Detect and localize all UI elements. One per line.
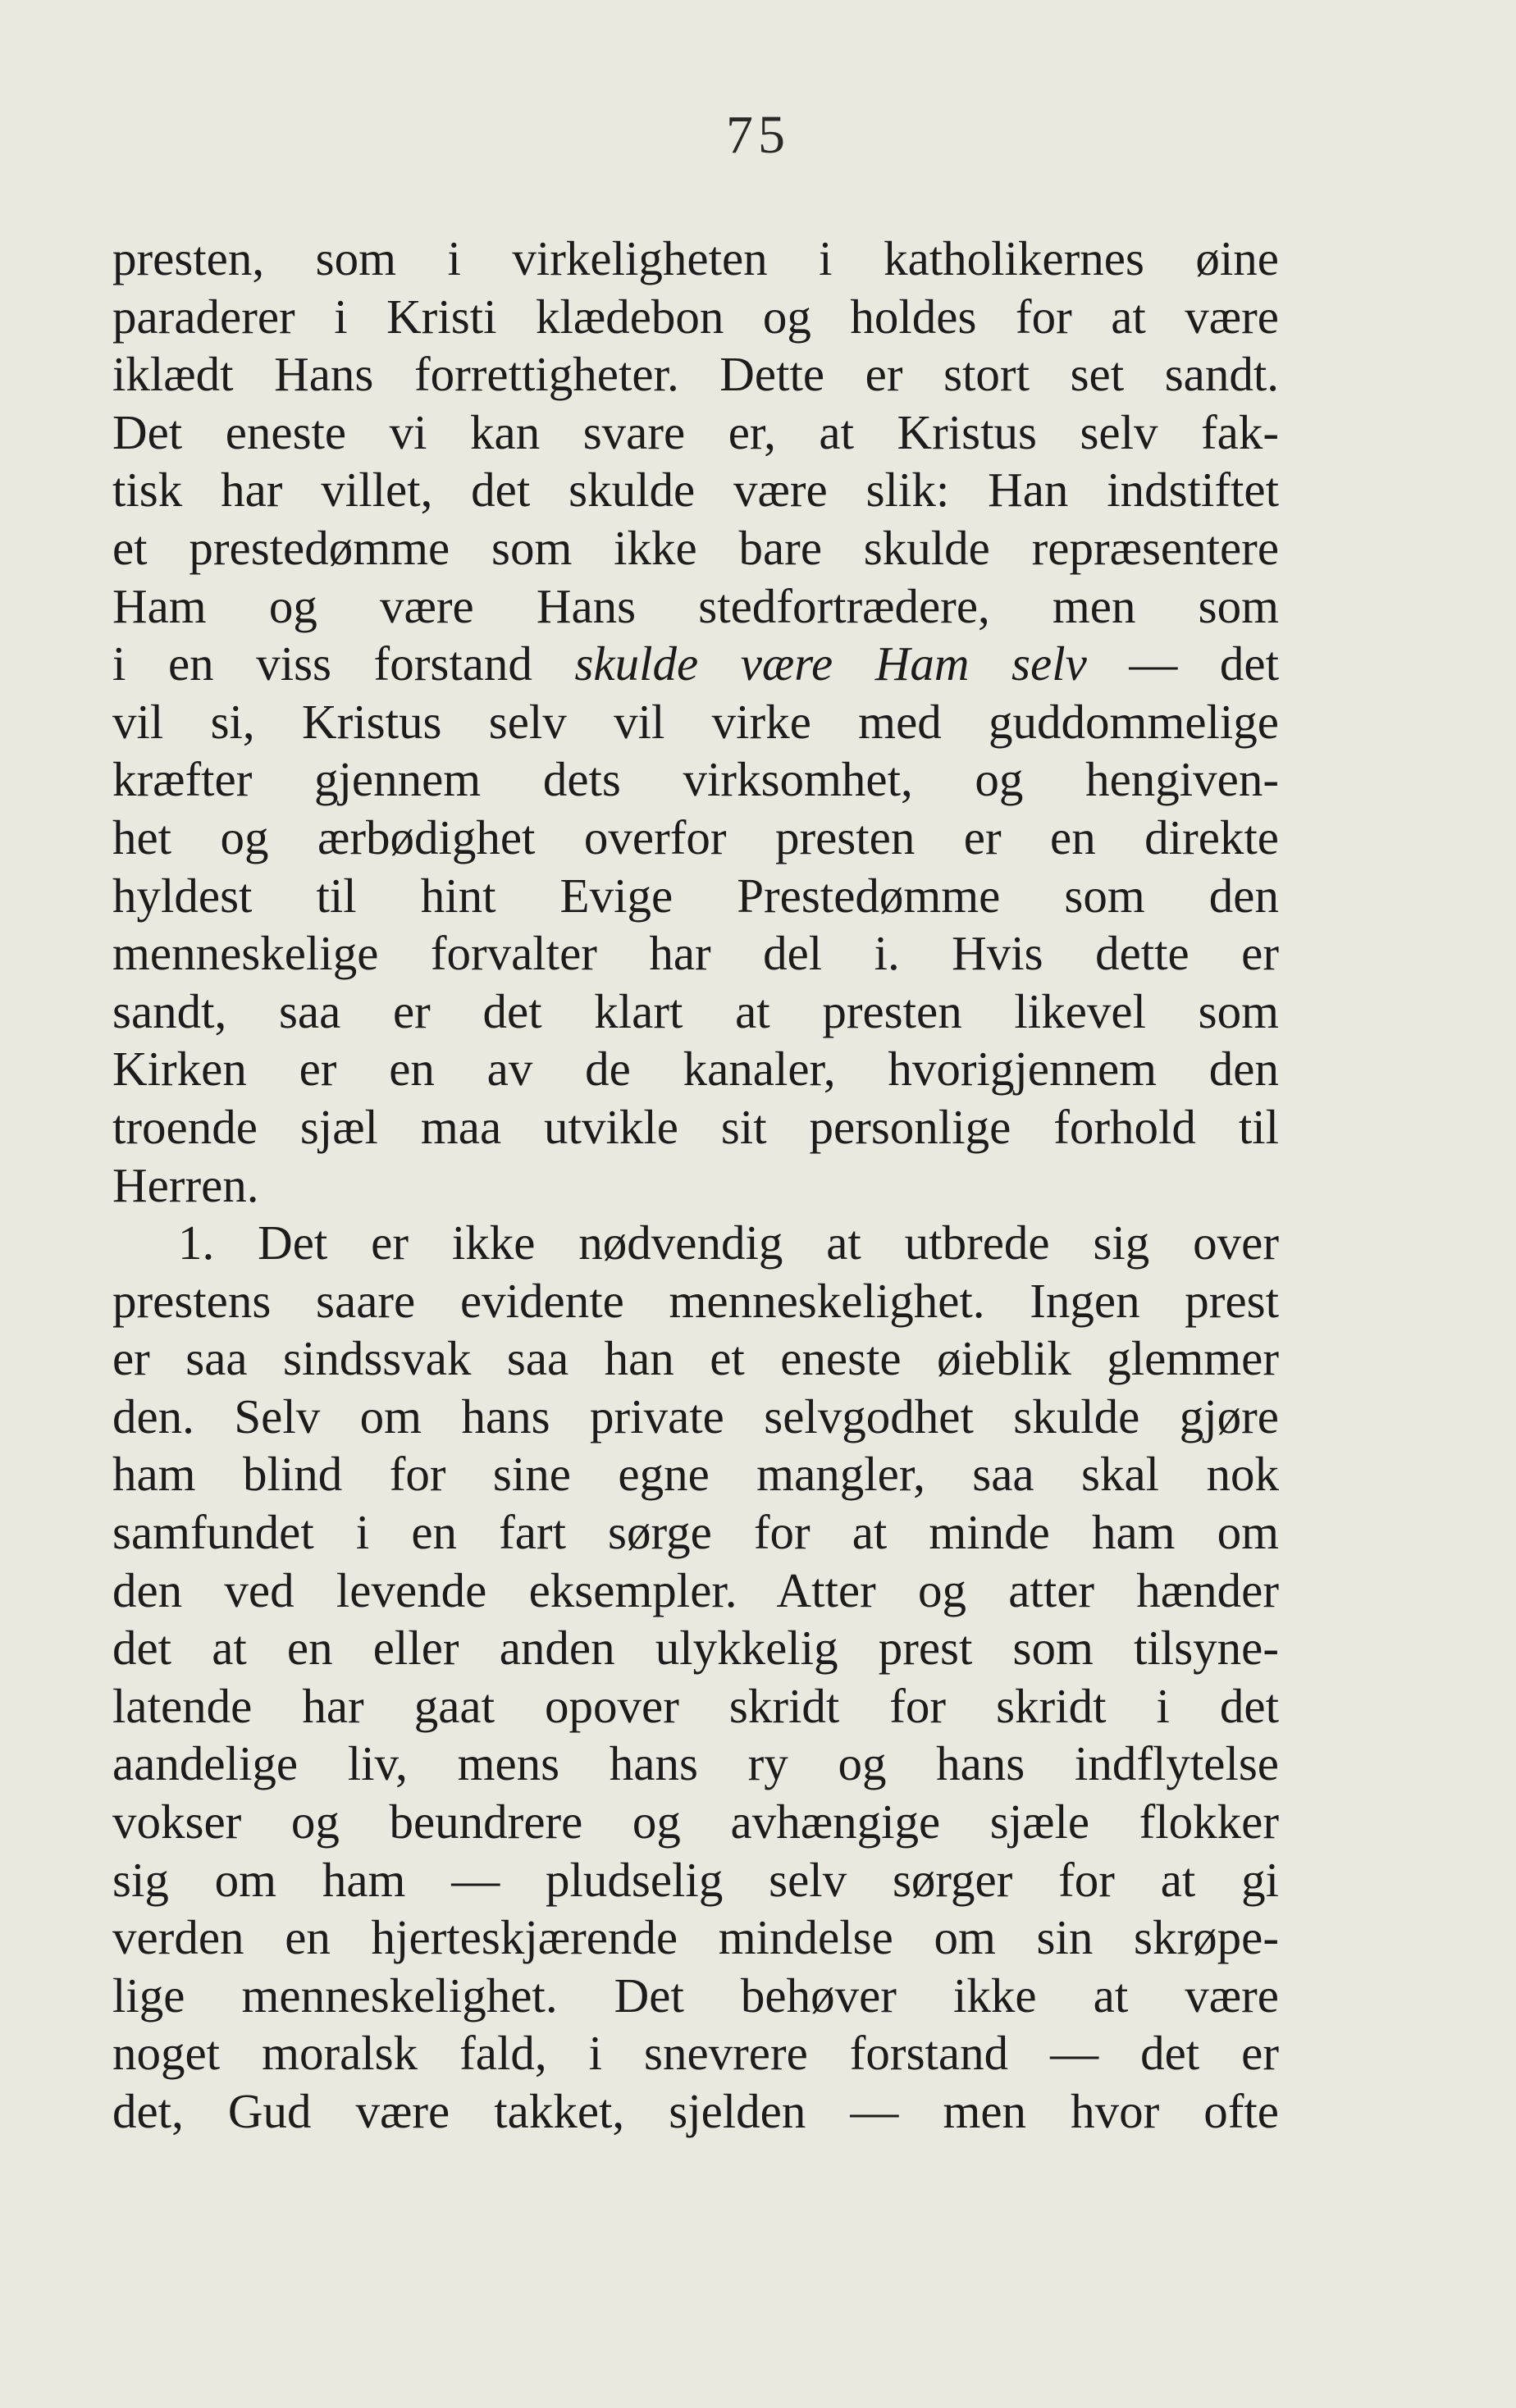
line-segment: — det — [1086, 636, 1279, 691]
text-line: den ved levende eksempler. Atter og atter hænder — [112, 1562, 1279, 1617]
text-line: det at en eller anden ulykkelig prest som tilsyne- — [112, 1621, 1279, 1676]
text-line: latende har gaat opover skridt for skridt i det — [112, 1678, 1279, 1733]
text-line: er saa sindssvak saa han et eneste øieblik glemmer — [112, 1331, 1279, 1386]
text-line: iklædt Hans forrettigheter. Dette er stort set sandt. — [112, 347, 1279, 402]
text-line: et prestedømme som ikke bare skulde repræsentere — [112, 520, 1279, 575]
text-line: samfundet i en fart sørge for at minde ham om — [112, 1505, 1279, 1560]
text-line: ham blind for sine egne mangler, saa skal nok — [112, 1447, 1279, 1502]
text-line: menneskelige forvalter har del i. Hvis dette er — [112, 926, 1279, 981]
text-line: det, Gud være takket, sjelden — men hvor ofte — [112, 2084, 1279, 2138]
emphasized-phrase: skulde være Ham selv — [574, 636, 1087, 691]
page-number: 75 — [726, 105, 790, 165]
text-line: kræfter gjennem dets virksomhet, og hengiven- — [112, 752, 1279, 807]
line-segment: i en viss forstand — [112, 636, 575, 691]
text-line: den. Selv om hans private selvgodhet skulde gjøre — [112, 1389, 1279, 1443]
text-line: het og ærbødighet overfor presten er en direkte — [112, 810, 1279, 864]
text-line: prestens saare evidente menneskelighet. Ingen prest — [112, 1273, 1279, 1328]
text-line: Ham og være Hans stedfortrædere, men som — [112, 578, 1279, 633]
text-line: noget moralsk fald, i snevrere forstand — det er — [112, 2026, 1279, 2081]
numbered-paragraph-start: 1. Det er ikke nødvendig at utbrede sig over — [178, 1215, 1279, 1270]
body-text — [112, 230, 1279, 2141]
text-line: sig om ham — pludselig selv sørger for at gi — [112, 1852, 1279, 1907]
text-line: presten, som i virkeligheten i katholikernes øine — [112, 231, 1279, 285]
text-line: tisk har villet, det skulde være slik: Han indstiftet — [112, 463, 1279, 518]
text-line: vil si, Kristus selv vil virke med guddommelige — [112, 694, 1279, 749]
text-line: hyldest til hint Evige Prestedømme som den — [112, 868, 1279, 923]
text-line: paraderer i Kristi klædebon og holdes for at være — [112, 289, 1279, 344]
text-line-with-emphasis — [112, 635, 1279, 693]
text-line: vokser og beundrere og avhængige sjæle flokker — [112, 1795, 1279, 1849]
text-line: troende sjæl maa utvikle sit personlige forhold til — [112, 1099, 1279, 1154]
text-line: Det eneste vi kan svare er, at Kristus selv fak- — [112, 404, 1279, 459]
text-line: verden en hjerteskjærende mindelse om sin skrøpe- — [112, 1910, 1279, 1965]
paragraph-end-line: Herren. — [112, 1157, 259, 1212]
text-line: lige menneskelighet. Det behøver ikke at være — [112, 1968, 1279, 2023]
text-line: Kirken er en av de kanaler, hvorigjennem den — [112, 1042, 1279, 1097]
text-line: sandt, saa er det klart at presten likevel som — [112, 983, 1279, 1038]
text-line: aandelige liv, mens hans ry og hans indflytelse — [112, 1736, 1279, 1791]
